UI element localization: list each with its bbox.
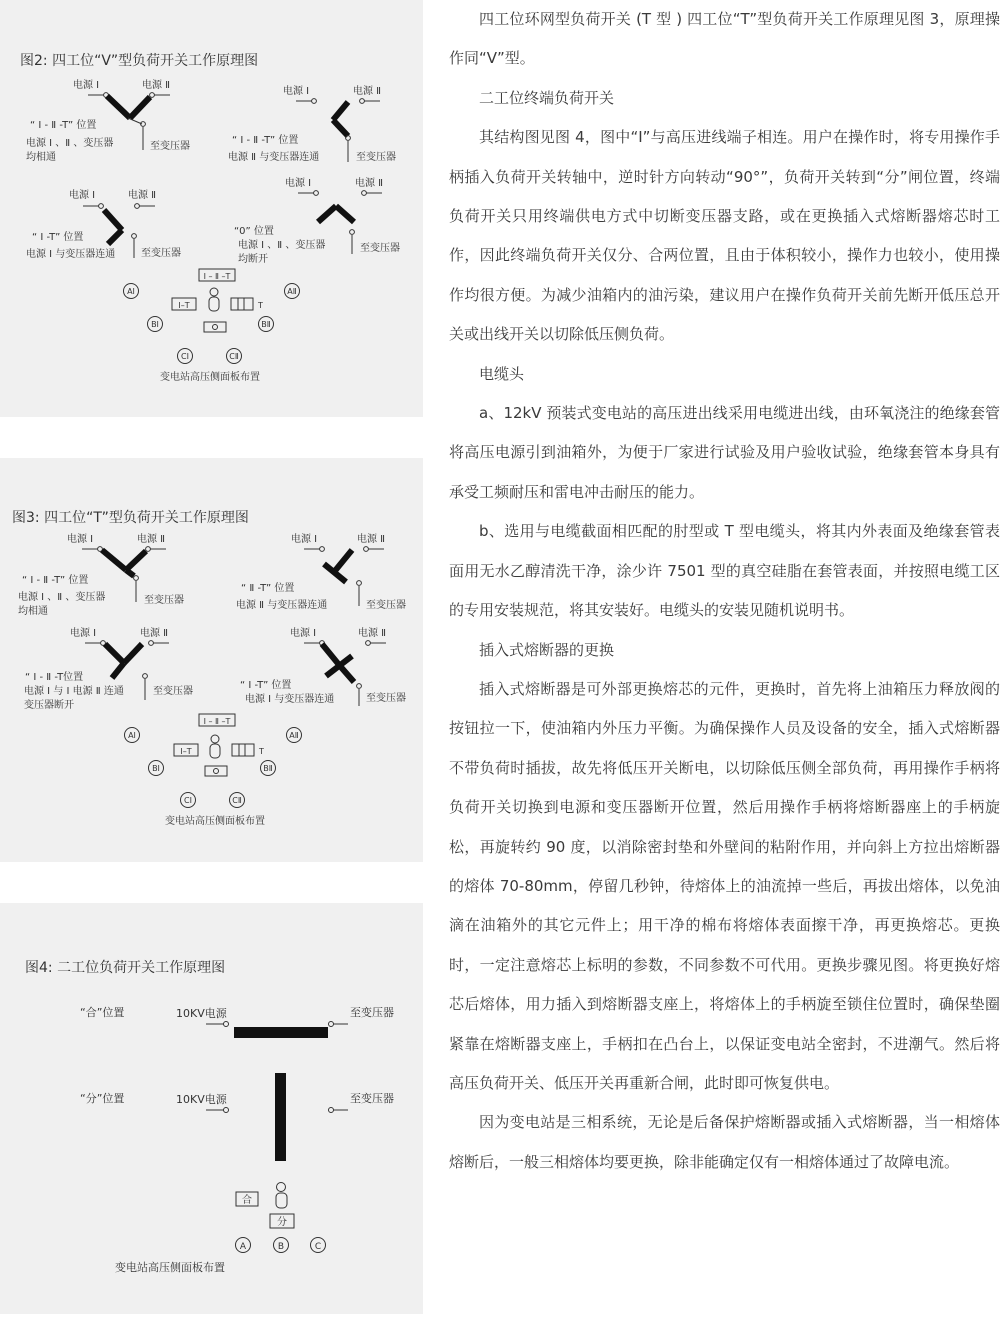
fig4-closed-label: “合”位置 bbox=[80, 1006, 125, 1019]
fig3-label-a1: AⅠ bbox=[128, 731, 136, 740]
fig2-switch-q3 bbox=[26, 188, 181, 260]
fig2-q4-to-transformer: 至变压器 bbox=[360, 243, 400, 254]
fig2-q3-power1: 电源 Ⅰ bbox=[69, 190, 96, 201]
fig3-q4-desc1: 电源 Ⅰ 与变压器连通 bbox=[245, 694, 335, 705]
fig2-q3-power2: 电源 Ⅱ bbox=[128, 190, 157, 201]
fig4-title: 图4: 二工位负荷开关工作原理图 bbox=[25, 960, 226, 976]
fig4-closed-source: 10KV电源 bbox=[176, 1007, 227, 1020]
fig4-open-to-transformer: 至变压器 bbox=[350, 1092, 394, 1105]
fig4-btn-open: 分 bbox=[277, 1217, 287, 1228]
fig2-label-c2: CⅡ bbox=[229, 352, 239, 361]
fig4-label-a: A bbox=[239, 1242, 247, 1252]
fig3-label-b2: BⅡ bbox=[263, 764, 273, 773]
figure-3-panel bbox=[0, 458, 423, 862]
fig2-q3-position: “ Ⅰ -T” 位置 bbox=[32, 232, 84, 243]
fig2-q4-power2: 电源 Ⅱ bbox=[355, 178, 384, 189]
paragraph: 因为变电站是三相系统，无论是后备保护熔断器或插入式熔断器，当一相熔体熔断后，一般三相熔体均要更换，除非能确定仅有一相熔体通过了故障电流。 bbox=[449, 1113, 1000, 1171]
fig3-q1-to-transformer: 至变压器 bbox=[144, 595, 184, 606]
fig3-label-a2: AⅡ bbox=[289, 731, 299, 740]
paragraph: 四工位环网型负荷开关 (T 型 ) 四工位“T”型负荷开关工作原理见图 3，原理操作同“V”型。 bbox=[449, 10, 1000, 68]
section-heading: 二工位终端负荷开关 bbox=[479, 88, 615, 107]
fig3-q1-power2: 电源 Ⅱ bbox=[137, 534, 166, 545]
fig2-title: 图2: 四工位“V”型负荷开关工作原理图 bbox=[20, 53, 259, 69]
fig4-panel-layout bbox=[115, 1183, 326, 1275]
fig4-closed-position bbox=[80, 1005, 394, 1038]
fig2-q1-position: “ Ⅰ - Ⅱ -T” 位置 bbox=[30, 120, 97, 131]
fig2-label-b1: BⅠ bbox=[151, 320, 159, 329]
section-heading: 电缆头 bbox=[479, 364, 525, 383]
fig2-panel-t: T bbox=[258, 301, 263, 310]
fig3-switch-q4 bbox=[240, 626, 406, 706]
fig2-q2-to-transformer: 至变压器 bbox=[356, 152, 396, 163]
fig3-panel-caption: 变电站高压侧面板布置 bbox=[165, 816, 265, 827]
paragraph: 插入式熔断器是可外部更换熔芯的元件，更换时，首先将上油箱压力释放阀的按钮拉一下，使油箱内外压力平衡。为确保操作人员及设备的安全，插入式熔断器不带负荷时插拔，故先将低压开关断电，以切除低压侧全部负荷，再用操作手柄将负荷开关切换到电源和变压器断开位置，然后用操作手柄将熔断器座上的手柄旋松，再旋转约 90 度，以消除密封垫和外壁间的粘附作用，并向斜上方拉出熔断器的熔体 70-80mm，停留几秒钟，待熔体上的油流掉一些后，再拔出熔体，以免油滴在油箱外的其它元件上；用干净的棉布将熔体表面擦干净，再更换熔芯。更换时，一定注意熔芯上标明的参数，不同参数不可代用。更换步骤见图。将更换好熔芯后熔体，用力插入到熔断器支座上，将熔体上的手柄旋至锁住位置时，确保垫圈紧靠在熔断器支座上，手柄扣在凸台上，以保证变电站全密封，不进潮气。然后将高压负荷开关、低压开关再重新合闸，此时即可恢复供电。 bbox=[449, 679, 1000, 1092]
fig3-panel-t: T bbox=[259, 747, 264, 756]
fig3-q3-desc1: 电源 Ⅰ 与 Ⅰ 电源 Ⅱ 连通 bbox=[24, 686, 124, 697]
fig3-switch-q1 bbox=[18, 532, 184, 617]
fig4-closed-blade bbox=[234, 1027, 328, 1038]
fig3-switch-q3 bbox=[24, 626, 193, 711]
fig3-panel-box-top: Ⅰ – Ⅱ –T bbox=[203, 717, 231, 726]
paragraph: b、选用与电缆截面相匹配的肘型或 T 型电缆头，将其内外表面及绝缘套管表面用无水乙醇清洗干净，涂少许 7501 型的真空硅脂在套管表面，并按照电缆工区的专用安装规范，将其安装好。电缆头的安装见随机说明书。 bbox=[449, 522, 1000, 620]
fig2-q1-desc1: 电源 Ⅰ 、Ⅱ 、变压器 bbox=[26, 138, 114, 149]
article-text bbox=[449, 0, 1000, 1182]
fig3-q2-position: “ Ⅱ -T” 位置 bbox=[241, 583, 295, 594]
fig2-label-a2: AⅡ bbox=[287, 287, 297, 296]
fig3-q3-position: “ Ⅰ - Ⅱ -T位置 bbox=[25, 672, 84, 683]
fig4-open-blade bbox=[275, 1073, 286, 1161]
fig2-q1-power1: 电源 Ⅰ bbox=[73, 80, 100, 91]
fig3-q2-desc1: 电源 Ⅱ 与变压器连通 bbox=[236, 600, 328, 611]
fig2-q2-desc1: 电源 Ⅱ 与变压器连通 bbox=[228, 152, 320, 163]
fig4-panel-caption: 变电站高压侧面板布置 bbox=[115, 1261, 225, 1274]
fig2-switch-q4 bbox=[234, 176, 400, 265]
fig4-open-source: 10KV电源 bbox=[176, 1093, 227, 1106]
figure-2-panel bbox=[0, 0, 423, 417]
fig3-q1-position: “ Ⅰ - Ⅱ -T” 位置 bbox=[22, 575, 89, 586]
fig3-label-c2: CⅡ bbox=[232, 796, 242, 805]
fig2-panel-box-left: Ⅰ–T bbox=[178, 301, 190, 310]
fig2-q1-power2: 电源 Ⅱ bbox=[142, 80, 171, 91]
fig3-q3-power1: 电源 Ⅰ bbox=[70, 628, 97, 639]
fig4-btn-close: 合 bbox=[242, 1195, 252, 1206]
fig2-q4-position: “0” 位置 bbox=[234, 226, 274, 237]
fig2-q4-desc2: 均断开 bbox=[238, 254, 268, 265]
fig4-label-b: B bbox=[277, 1242, 285, 1252]
fig3-q4-power2: 电源 Ⅱ bbox=[358, 628, 387, 639]
paragraph: 其结构图见图 4，图中“I”与高压进线端子相连。用户在操作时，将专用操作手柄插入负荷开关转轴中，逆时针方向转动“90°”，负荷开关转到“分”闸位置，终端负荷开关只用终端供电方式中切断变压器支路，或在更换插入式熔断器熔芯时工作，因此终端负荷开关仅分、合两位置，且由于体积较小，操作力也较小，使用操作均很方便。为减少油箱内的油污染，建议用户在操作负荷开关前先断开低压总开关或出线开关以切除低压侧负荷。 bbox=[449, 128, 1000, 344]
figure-4-panel bbox=[0, 903, 423, 1314]
fig3-panel-layout bbox=[125, 714, 302, 827]
fig2-q4-desc1: 电源 Ⅰ 、Ⅱ 、变压器 bbox=[238, 240, 326, 251]
fig3-q1-power1: 电源 Ⅰ bbox=[67, 534, 94, 545]
fig3-label-b1: BⅠ bbox=[152, 764, 160, 773]
fig3-q3-desc2: 变压器断开 bbox=[24, 700, 74, 711]
fig2-q2-position: “ Ⅰ - Ⅱ -T” 位置 bbox=[232, 135, 299, 146]
fig3-q2-power1: 电源 Ⅰ bbox=[291, 534, 318, 545]
fig3-panel-box-left: Ⅰ–T bbox=[180, 747, 192, 756]
paragraph: a、12kV 预装式变电站的高压进出线采用电缆进出线，由环氧浇注的绝缘套管将高压电源引到油箱外，为便于厂家进行试验及用户验收试验，绝缘套管本身具有承受工频耐压和雷电冲击耐压的能力。 bbox=[449, 404, 1000, 501]
fig2-q2-power2: 电源 Ⅱ bbox=[353, 86, 382, 97]
fig3-q3-to-transformer: 至变压器 bbox=[153, 686, 193, 697]
fig2-q1-to-transformer: 至变压器 bbox=[150, 141, 190, 152]
fig2-q4-power1: 电源 Ⅰ bbox=[285, 178, 312, 189]
fig3-q2-power2: 电源 Ⅱ bbox=[357, 534, 386, 545]
fig3-q4-to-transformer: 至变压器 bbox=[366, 693, 406, 704]
fig2-q1-desc2: 均相通 bbox=[26, 152, 56, 163]
fig2-panel-box-top: Ⅰ – Ⅱ –T bbox=[203, 272, 231, 281]
fig2-label-a1: AⅠ bbox=[127, 287, 135, 296]
fig3-q3-power2: 电源 Ⅱ bbox=[140, 628, 169, 639]
fig2-q2-power1: 电源 Ⅰ bbox=[283, 86, 310, 97]
fig4-closed-to-transformer: 至变压器 bbox=[350, 1006, 394, 1019]
fig2-q3-desc1: 电源 Ⅰ 与变压器连通 bbox=[26, 249, 116, 260]
fig2-switch-q2 bbox=[228, 84, 396, 163]
fig4-open-position bbox=[80, 1073, 394, 1161]
fig2-q3-to-transformer: 至变压器 bbox=[141, 248, 181, 259]
fig2-label-c1: CⅠ bbox=[181, 352, 189, 361]
fig3-label-c1: CⅠ bbox=[184, 796, 192, 805]
fig3-title: 图3: 四工位“T”型负荷开关工作原理图 bbox=[12, 510, 249, 526]
fig3-switch-q2 bbox=[236, 532, 406, 611]
fig3-q1-desc1: 电源 Ⅰ 、Ⅱ 、变压器 bbox=[18, 592, 106, 603]
section-heading: 插入式熔断器的更换 bbox=[479, 640, 615, 659]
fig2-panel-caption: 变电站高压侧面板布置 bbox=[160, 372, 260, 383]
fig3-q4-position: “ Ⅰ -T” 位置 bbox=[240, 680, 292, 691]
fig3-q4-power1: 电源 Ⅰ bbox=[290, 628, 317, 639]
fig3-q2-to-transformer: 至变压器 bbox=[366, 600, 406, 611]
fig4-open-label: “分”位置 bbox=[80, 1092, 125, 1105]
fig4-label-c: C bbox=[314, 1242, 322, 1252]
fig3-q1-desc2: 均相通 bbox=[18, 606, 48, 617]
fig2-switch-q1 bbox=[26, 78, 190, 163]
fig2-panel-layout bbox=[124, 269, 300, 383]
fig2-label-b2: BⅡ bbox=[261, 320, 271, 329]
